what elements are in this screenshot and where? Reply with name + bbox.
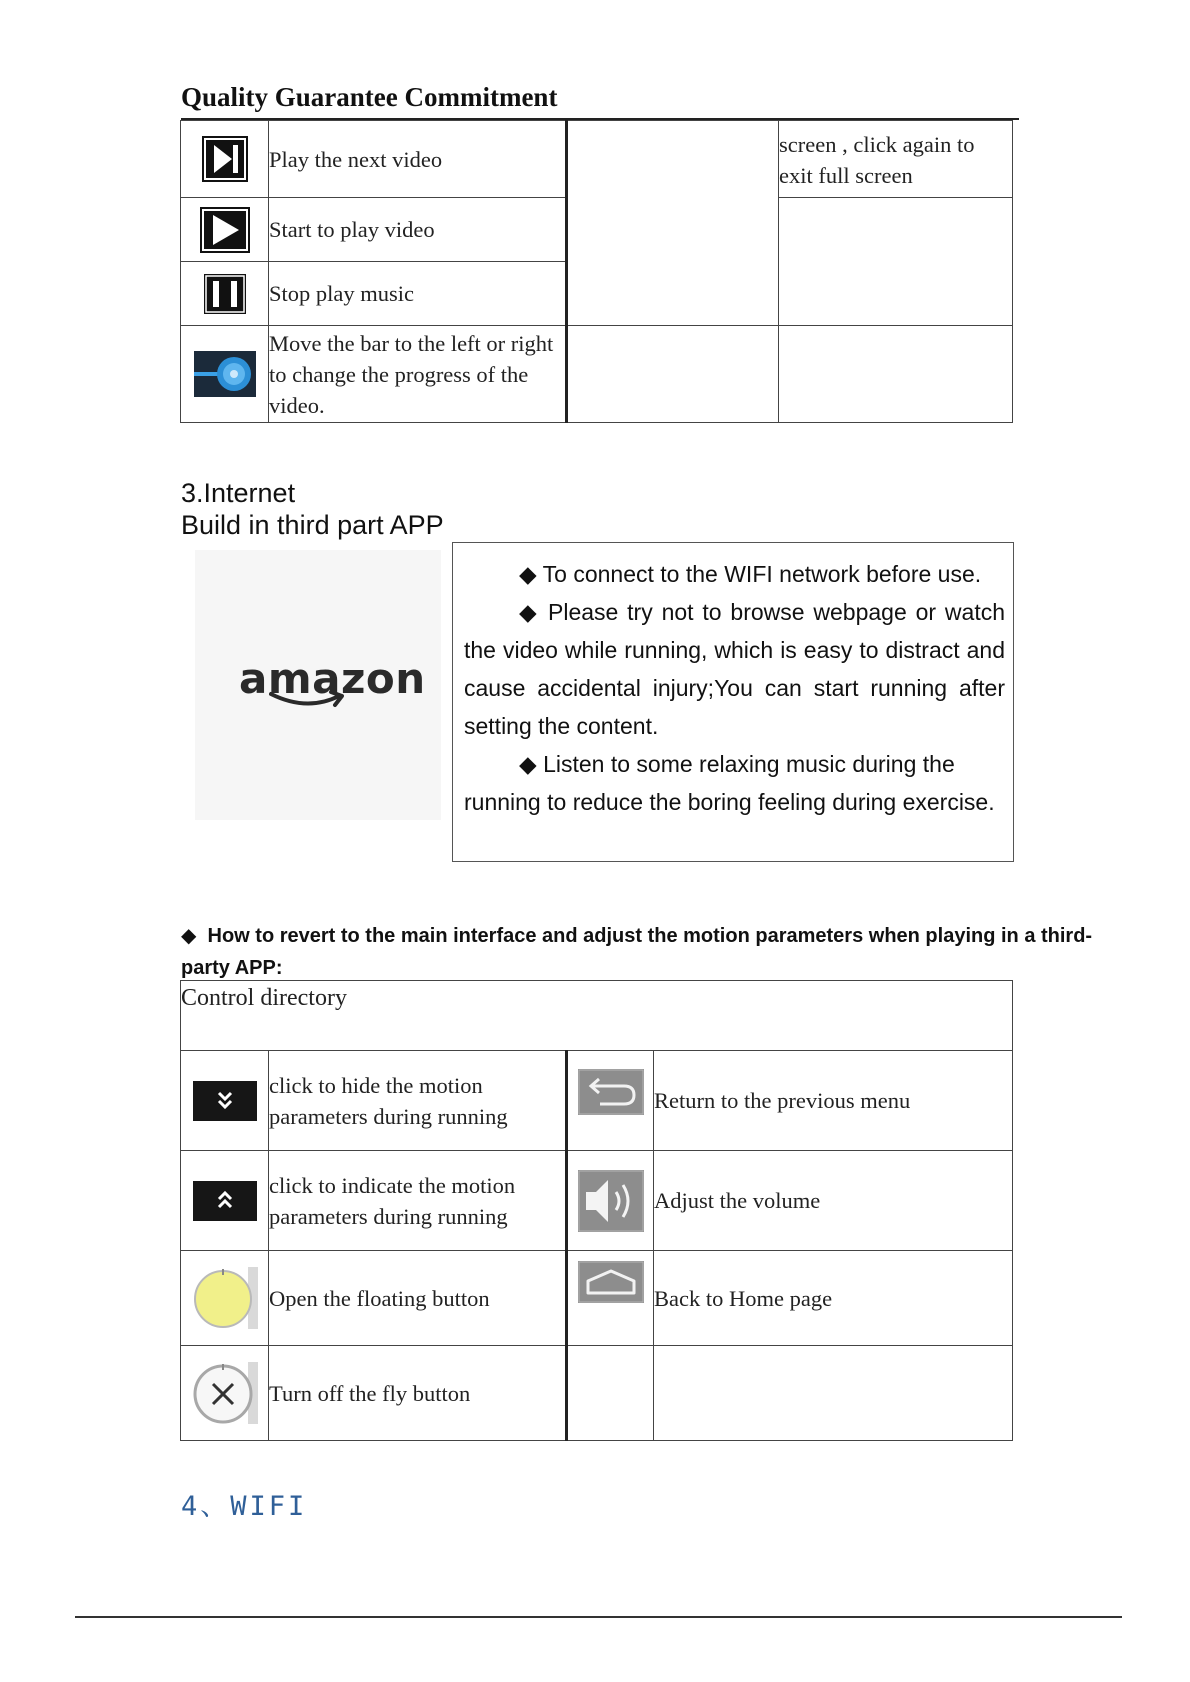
icon-cell: [181, 1251, 269, 1346]
empty-cell: [567, 1346, 654, 1441]
bullet-mark: ◆: [181, 925, 197, 947]
control-description: Adjust the volume: [654, 1151, 1013, 1251]
chevron-double-up-icon[interactable]: [193, 1181, 257, 1221]
icon-cell: [181, 1151, 269, 1251]
note-item: ◆ Listen to some relaxing music during the running to reduce the boring feeling during exercise.: [464, 751, 995, 815]
table-row: [181, 1346, 1013, 1441]
note-item: ◆ Please try not to browse webpage or watch the video while running, which is easy to distract and cause accidental injury;You can start running after setting the content.: [464, 599, 1005, 739]
fullscreen-note: screen , click again to exit full screen: [779, 121, 1013, 198]
volume-icon[interactable]: [578, 1170, 644, 1232]
empty-cell: [567, 121, 779, 326]
control-description: Move the bar to the left or right to change the progress of the video.: [269, 326, 567, 423]
empty-cell: [779, 198, 1013, 326]
control-description: click to hide the motion parameters during running: [269, 1051, 567, 1151]
note-item: ◆ To connect to the WIFI network before use.: [519, 561, 982, 587]
howto-text: How to revert to the main interface and adjust the motion parameters when playing in a third-party APP:: [181, 925, 1093, 979]
control-description: click to indicate the motion parameters during running: [269, 1151, 567, 1251]
icon-cell: [181, 198, 269, 262]
page-title: Quality Guarantee Commitment: [181, 82, 558, 112]
pause-icon: [204, 274, 246, 314]
progress-slider-icon: [194, 351, 256, 397]
control-directory-title: Control directory: [181, 981, 1013, 1051]
control-description: Start to play video: [269, 198, 567, 262]
control-description: Open the floating button: [269, 1251, 567, 1346]
empty-cell: [567, 326, 779, 423]
table-row: [181, 981, 1013, 1051]
back-arrow-icon[interactable]: [578, 1069, 644, 1115]
control-directory-table: [180, 980, 1013, 1441]
icon-cell: [181, 121, 269, 198]
empty-cell: [779, 326, 1013, 423]
icon-cell: [181, 326, 269, 423]
section-heading: 3.Internet: [181, 478, 296, 508]
play-icon: [200, 207, 250, 253]
icon-cell: [181, 1051, 269, 1151]
icon-cell: [567, 1151, 654, 1251]
control-description: Play the next video: [269, 121, 567, 198]
table-row: [181, 121, 1013, 198]
amazon-smile-icon: [269, 690, 349, 712]
amazon-app-tile[interactable]: [195, 550, 441, 820]
table-row: [181, 1251, 1013, 1346]
control-description: Return to the previous menu: [654, 1051, 1013, 1151]
chevron-double-down-icon[interactable]: [193, 1081, 257, 1121]
floating-button-icon[interactable]: [192, 1265, 258, 1331]
table-row: [181, 1051, 1013, 1151]
table-row: [181, 326, 1013, 423]
icon-cell: [181, 1346, 269, 1441]
usage-notes-box: [452, 542, 1014, 862]
next-video-icon: [202, 136, 248, 182]
table-row: [181, 1151, 1013, 1251]
control-description: Stop play music: [269, 262, 567, 326]
close-circle-icon[interactable]: [192, 1360, 258, 1426]
control-description: Turn off the fly button: [269, 1346, 567, 1441]
howto-heading: [181, 920, 1111, 984]
control-description: Back to Home page: [654, 1251, 1013, 1346]
icon-cell: [181, 262, 269, 326]
video-controls-table: [180, 120, 1013, 423]
section-heading: 4、WIFI: [181, 1491, 308, 1522]
icon-cell: [567, 1251, 654, 1346]
home-icon[interactable]: [578, 1261, 644, 1303]
control-description: [654, 1346, 1013, 1441]
footer-divider: [75, 1616, 1122, 1618]
amazon-logo: amazon: [239, 654, 426, 703]
icon-cell: [567, 1051, 654, 1151]
section-subheading: Build in third part APP: [181, 510, 444, 540]
